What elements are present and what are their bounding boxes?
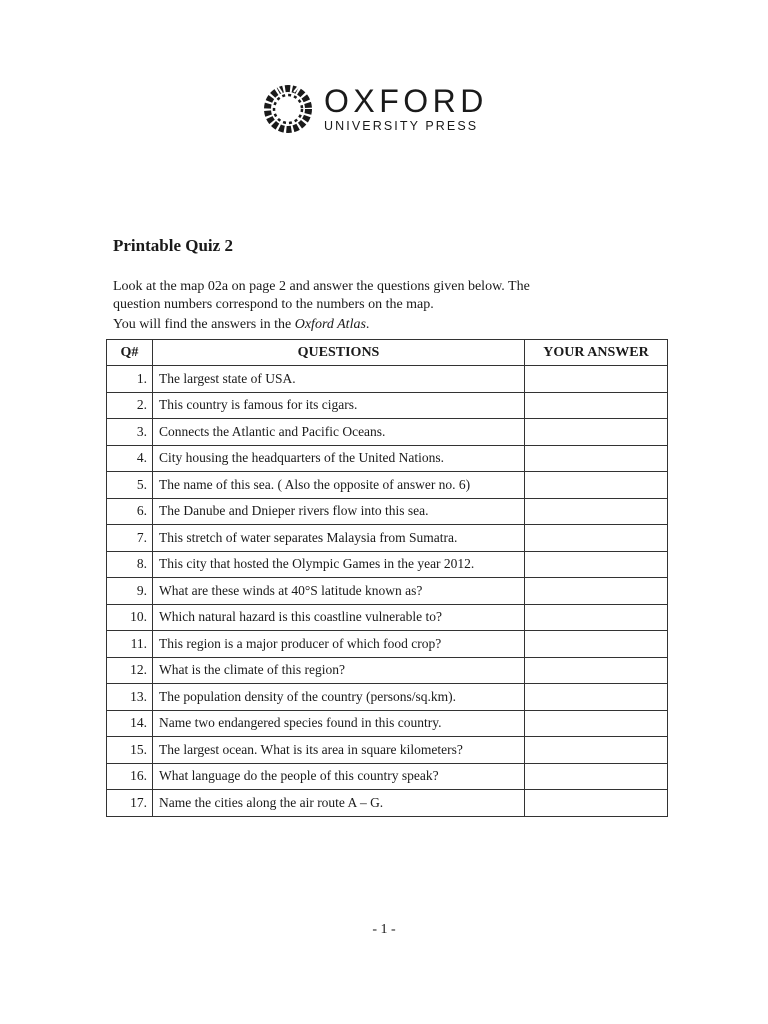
question-text: Which natural hazard is this coastline vulnerable to? — [153, 604, 525, 631]
table-row — [107, 498, 668, 525]
page-title: Printable Quiz 2 — [113, 236, 233, 255]
question-number: 16. — [107, 763, 153, 790]
table-row — [107, 657, 668, 684]
table-row — [107, 631, 668, 658]
page-number: - 1 - — [372, 922, 396, 937]
answer-cell[interactable] — [525, 631, 668, 658]
header-questions: QUESTIONS — [153, 340, 525, 366]
question-number: 17. — [107, 790, 153, 817]
answer-cell[interactable] — [525, 737, 668, 764]
table-row — [107, 604, 668, 631]
answer-cell[interactable] — [525, 790, 668, 817]
question-number: 3. — [107, 419, 153, 446]
oxford-logo — [262, 83, 488, 135]
question-number: 1. — [107, 366, 153, 393]
oxford-swirl-icon — [262, 83, 314, 135]
answer-cell[interactable] — [525, 710, 668, 737]
question-number: 6. — [107, 498, 153, 525]
answer-cell[interactable] — [525, 498, 668, 525]
table-row — [107, 551, 668, 578]
question-number: 4. — [107, 445, 153, 472]
quiz-table — [106, 339, 668, 817]
answer-cell[interactable] — [525, 684, 668, 711]
note-prefix: You will find the answers in the — [113, 317, 295, 332]
question-number: 8. — [107, 551, 153, 578]
table-row — [107, 525, 668, 552]
question-number: 13. — [107, 684, 153, 711]
atlas-name: Oxford Atlas — [294, 317, 366, 332]
table-row — [107, 710, 668, 737]
question-number: 10. — [107, 604, 153, 631]
question-text: What is the climate of this region? — [153, 657, 525, 684]
question-number: 2. — [107, 392, 153, 419]
answer-cell[interactable] — [525, 657, 668, 684]
question-number: 11. — [107, 631, 153, 658]
table-row — [107, 472, 668, 499]
question-number: 15. — [107, 737, 153, 764]
question-text: The largest state of USA. — [153, 366, 525, 393]
answer-cell[interactable] — [525, 578, 668, 605]
question-text: What are these winds at 40°S latitude known as? — [153, 578, 525, 605]
table-row — [107, 445, 668, 472]
table-row — [107, 392, 668, 419]
question-text: Name the cities along the air route A – G. — [153, 790, 525, 817]
answer-cell[interactable] — [525, 419, 668, 446]
answer-source-note — [113, 317, 369, 333]
question-text: The population density of the country (persons/sq.km). — [153, 684, 525, 711]
question-text: Connects the Atlantic and Pacific Oceans. — [153, 419, 525, 446]
header-your-answer: YOUR ANSWER — [525, 340, 668, 366]
question-text: This city that hosted the Olympic Games in the year 2012. — [153, 551, 525, 578]
answer-cell[interactable] — [525, 392, 668, 419]
answer-cell[interactable] — [525, 472, 668, 499]
table-header-row — [107, 340, 668, 366]
answer-cell[interactable] — [525, 445, 668, 472]
question-text: This stretch of water separates Malaysia from Sumatra. — [153, 525, 525, 552]
question-text: This country is famous for its cigars. — [153, 392, 525, 419]
question-number: 5. — [107, 472, 153, 499]
question-text: City housing the headquarters of the United Nations. — [153, 445, 525, 472]
logo-name: OXFORD — [324, 83, 488, 119]
note-suffix: . — [365, 317, 370, 332]
question-number: 9. — [107, 578, 153, 605]
question-text: This region is a major producer of which food crop? — [153, 631, 525, 658]
answer-cell[interactable] — [525, 366, 668, 393]
instructions: Look at the map 02a on page 2 and answer the questions given below. The question numbers correspond to the numbers on the map. — [113, 279, 530, 312]
question-text: The name of this sea. ( Also the opposite of answer no. 6) — [153, 472, 525, 499]
question-text: The largest ocean. What is its area in square kilometers? — [153, 737, 525, 764]
answer-cell[interactable] — [525, 551, 668, 578]
question-number: 7. — [107, 525, 153, 552]
answer-cell[interactable] — [525, 763, 668, 790]
table-row — [107, 578, 668, 605]
table-row — [107, 419, 668, 446]
question-number: 12. — [107, 657, 153, 684]
question-text: The Danube and Dnieper rivers flow into this sea. — [153, 498, 525, 525]
header-qnum: Q# — [107, 340, 153, 366]
question-text: Name two endangered species found in this country. — [153, 710, 525, 737]
answer-cell[interactable] — [525, 604, 668, 631]
question-number: 14. — [107, 710, 153, 737]
logo-subtitle: UNIVERSITY PRESS — [324, 119, 479, 133]
table-row — [107, 790, 668, 817]
table-row — [107, 684, 668, 711]
table-row — [107, 763, 668, 790]
table-row — [107, 737, 668, 764]
question-text: What language do the people of this country speak? — [153, 763, 525, 790]
table-row — [107, 366, 668, 393]
answer-cell[interactable] — [525, 525, 668, 552]
